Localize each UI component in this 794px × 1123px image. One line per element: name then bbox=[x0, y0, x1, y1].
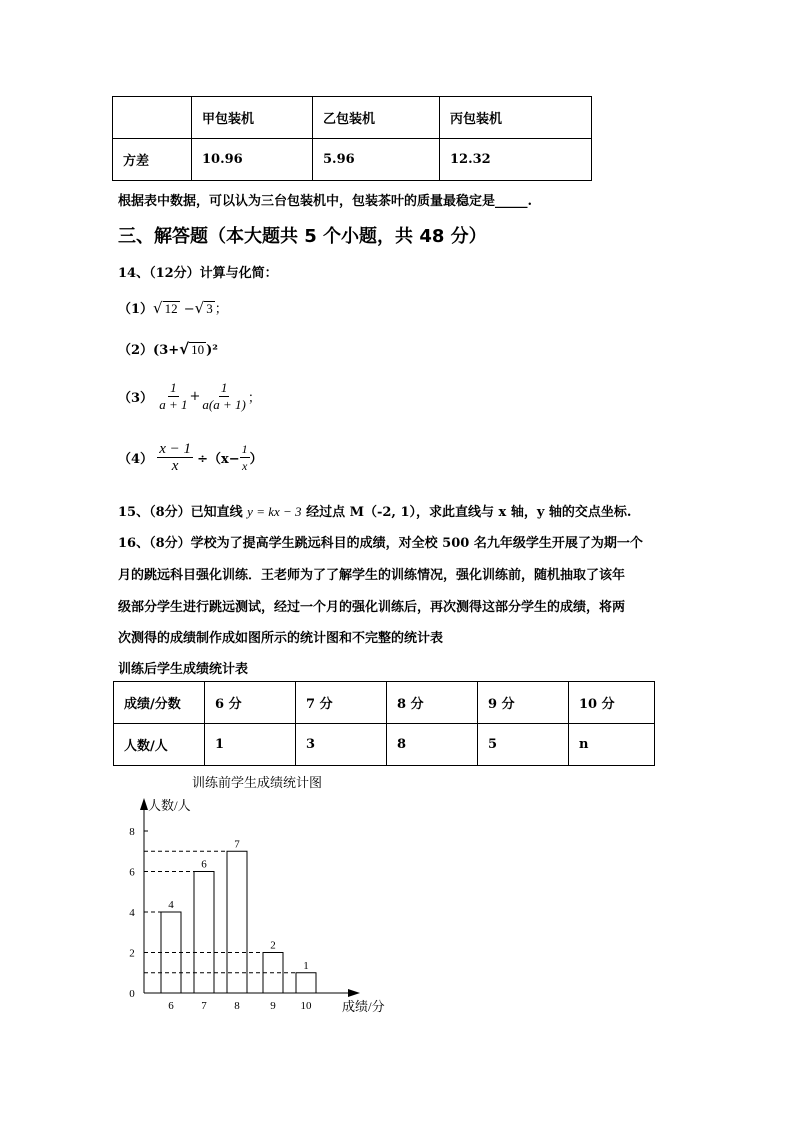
table-cell bbox=[113, 97, 192, 139]
table-cell: 3 bbox=[296, 724, 387, 766]
numerator: 1 bbox=[220, 380, 228, 395]
q16-line-2: 月的跳远科目强化训练．王老师为了了解学生的训练情况，强化训练前，随机抽取了该年 bbox=[118, 568, 626, 583]
table-row bbox=[114, 682, 655, 724]
bar bbox=[194, 872, 214, 994]
denominator: a + 1 bbox=[159, 397, 188, 412]
q13-text: 根据表中数据，可以认为三台包装机中，包装茶叶的质量最稳定是_____. bbox=[118, 194, 533, 209]
table-cell: 12.32 bbox=[440, 139, 592, 181]
score-table bbox=[113, 681, 655, 766]
line-equation: y = kx − 3 bbox=[247, 504, 302, 519]
radicand: 12 bbox=[164, 301, 178, 316]
x-tick-label: 10 bbox=[300, 1000, 312, 1012]
q15-pre: 15、（8分）已知直线 bbox=[118, 505, 243, 520]
x-tick-label: 7 bbox=[201, 1000, 207, 1012]
fraction bbox=[157, 380, 189, 413]
bar-chart bbox=[100, 790, 420, 1020]
table-cell: 8 分 bbox=[387, 682, 478, 724]
y-tick-label: 6 bbox=[129, 866, 135, 879]
q15-post: 经过点 M（-2, 1），求此直线与 x 轴，y 轴的交点坐标. bbox=[306, 505, 632, 520]
numerator: 1 bbox=[241, 442, 248, 456]
x-tick-label: 8 bbox=[234, 1000, 240, 1012]
bar-data-label: 1 bbox=[303, 959, 309, 972]
table-cell: 方差 bbox=[113, 139, 192, 181]
table-cell: 8 bbox=[387, 724, 478, 766]
expr-post: )² bbox=[206, 343, 219, 358]
bar-data-label: 2 bbox=[270, 939, 276, 952]
y-axis-label: 人数/人 bbox=[148, 798, 191, 813]
expr-pre: (3+ bbox=[153, 343, 180, 358]
y-axis-arrow bbox=[140, 798, 148, 810]
fraction bbox=[157, 441, 193, 474]
divide-expr: ÷（x− bbox=[197, 452, 240, 467]
table-cell: 甲包装机 bbox=[192, 97, 313, 139]
bar-data-label: 4 bbox=[168, 899, 174, 911]
denominator: a(a + 1) bbox=[202, 397, 246, 412]
sqrt-sign: √ bbox=[153, 299, 163, 317]
chart-title: 训练前学生成绩统计图 bbox=[192, 776, 323, 791]
radicand: 3 bbox=[206, 301, 213, 316]
denominator: x bbox=[171, 458, 179, 474]
table-cell: 5.96 bbox=[313, 139, 440, 181]
numerator: 1 bbox=[170, 380, 177, 395]
numerator: x − 1 bbox=[159, 441, 191, 457]
table-cell: 1 bbox=[205, 724, 296, 766]
table2-title: 训练后学生成绩统计表 bbox=[118, 662, 249, 677]
q14-part1 bbox=[118, 298, 228, 317]
y-tick-label: 4 bbox=[129, 907, 135, 919]
punct: ） bbox=[249, 452, 263, 467]
table-cell: 人数/人 bbox=[114, 724, 205, 766]
table-row bbox=[114, 724, 655, 766]
table-cell: 丙包装机 bbox=[440, 97, 592, 139]
table-cell: 7 分 bbox=[296, 682, 387, 724]
bar bbox=[296, 973, 316, 993]
bar bbox=[227, 851, 247, 993]
bar-data-label: 6 bbox=[201, 858, 207, 871]
q15-text bbox=[118, 501, 631, 520]
operator: + bbox=[189, 389, 201, 404]
y-tick-label: 0 bbox=[129, 988, 135, 1000]
table-cell: 10.96 bbox=[192, 139, 313, 181]
part-label: （3） bbox=[118, 391, 154, 406]
sqrt-sign: √ bbox=[194, 299, 205, 317]
q16-line-3: 级部分学生进行跳远测试，经过一个月的强化训练后，再次测得这部分学生的成绩，将两 bbox=[118, 600, 626, 615]
part-label: （1） bbox=[118, 302, 154, 317]
variance-table bbox=[112, 96, 592, 181]
table-cell: 9 分 bbox=[478, 682, 569, 724]
part-label: （2） bbox=[118, 343, 154, 358]
bar bbox=[161, 912, 181, 993]
q14-part3 bbox=[118, 380, 261, 413]
q14-intro: 14、（12分）计算与化简： bbox=[118, 266, 278, 281]
sqrt-sign: √ bbox=[179, 340, 190, 358]
y-tick-label: 8 bbox=[129, 826, 135, 838]
x-tick-label: 6 bbox=[168, 1000, 174, 1012]
table-row bbox=[113, 97, 592, 139]
fraction bbox=[240, 441, 250, 474]
q16-line-1: 16、（8分）学校为了提高学生跳远科目的成绩，对全校 500 名九年级学生开展了为期一个 bbox=[118, 536, 643, 551]
table-cell: 6 分 bbox=[205, 682, 296, 724]
x-axis-arrow bbox=[348, 989, 360, 997]
operator: − bbox=[183, 302, 195, 317]
x-tick-label: 9 bbox=[270, 1000, 276, 1012]
punct: ； bbox=[214, 302, 228, 317]
table-cell: 5 bbox=[478, 724, 569, 766]
x-axis-label: 成绩/分 bbox=[342, 999, 385, 1014]
bar-data-label: 7 bbox=[234, 838, 240, 851]
part-label: （4） bbox=[118, 452, 154, 467]
table-cell: n bbox=[569, 724, 655, 766]
denominator: x bbox=[241, 459, 248, 473]
table-row bbox=[113, 139, 592, 181]
y-tick-label: 2 bbox=[129, 947, 135, 960]
fraction bbox=[200, 380, 247, 413]
q16-line-4: 次测得的成绩制作成如图所示的统计图和不完整的统计表 bbox=[118, 631, 444, 646]
table-cell: 乙包装机 bbox=[313, 97, 440, 139]
punct: ； bbox=[247, 391, 261, 406]
radicand: 10 bbox=[191, 342, 205, 357]
table-cell: 10 分 bbox=[569, 682, 655, 724]
table-cell: 成绩/分数 bbox=[114, 682, 205, 724]
q14-part2 bbox=[118, 339, 218, 358]
section-title: 三、解答题（本大题共 5 个小题，共 48 分） bbox=[118, 226, 487, 247]
q14-part4 bbox=[118, 441, 263, 474]
